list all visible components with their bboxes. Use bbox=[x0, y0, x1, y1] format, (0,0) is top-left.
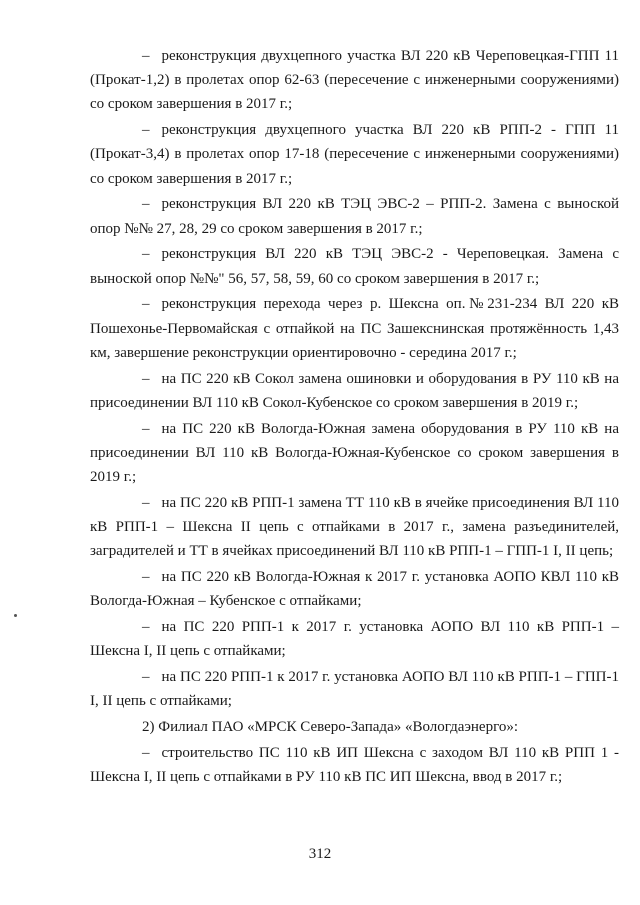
dash-marker: – bbox=[142, 494, 150, 511]
list-item-text: на ПС 220 кВ Сокол замена ошиновки и оборудования в РУ 110 кВ на присоединении ВЛ 110 кВ Сокол-Кубенское со сроком завершения в 2019 г.; bbox=[90, 370, 619, 411]
list-item-text: реконструкция ВЛ 220 кВ ТЭЦ ЭВС-2 – РПП-2. Замена с выноской опор №№ 27, 28, 29 со сроком завершения в 2017 г.; bbox=[90, 196, 619, 237]
dash-marker: – bbox=[142, 122, 150, 139]
list-item bbox=[90, 491, 619, 564]
dash-marker: – bbox=[142, 420, 150, 437]
dash-marker: – bbox=[142, 669, 150, 686]
dash-marker: – bbox=[142, 569, 150, 586]
list-item-text: на ПС 220 кВ РПП-1 замена ТТ 110 кВ в ячейке присоединения ВЛ 110 кВ РПП-1 – Шексна II цепь с отпайками в 2017 г., замена разъединителей, заградителей и ТТ в ячейках присоединений ВЛ 110 кВ РПП-1 – ГПП-1 I, II цепь; bbox=[90, 494, 619, 560]
dash-marker: – bbox=[142, 196, 150, 213]
list-item bbox=[90, 615, 619, 663]
list-item bbox=[90, 417, 619, 490]
section-heading: 2) Филиал ПАО «МРСК Северо-Запада» «Вологдаэнерго»: bbox=[142, 719, 519, 736]
list-item bbox=[90, 242, 619, 290]
list-item bbox=[90, 192, 619, 240]
dash-marker: – bbox=[142, 48, 150, 64]
list-item bbox=[90, 292, 619, 365]
dash-marker: – bbox=[142, 246, 150, 263]
dash-marker: – bbox=[142, 744, 150, 761]
list-item-text: строительство ПС 110 кВ ИП Шексна с заходом ВЛ 110 кВ РПП 1 - Шексна I, II цепь с отпайками в РУ 110 кВ ПС ИП Шексна, ввод в 2017 г.; bbox=[90, 744, 619, 786]
list-item-text: реконструкция двухцепного участка ВЛ 220 кВ РПП-2 - ГПП 11 (Прокат-3,4) в пролетах опор 17-18 (пересечение с инженерными сооружениями) со сроком завершения в 2017 г.; bbox=[90, 122, 619, 187]
list-item-text: реконструкция ВЛ 220 кВ ТЭЦ ЭВС-2 - Череповецкая. Замена с выноской опор №№" 56, 57, 58, 59, 60 со сроком завершения в 2017 г.; bbox=[90, 246, 619, 287]
list-item-text: на ПС 220 РПП-1 к 2017 г. установка АОПО ВЛ 110 кВ РПП-1 – Шексна I, II цепь с отпайками; bbox=[90, 619, 619, 660]
dash-marker: – bbox=[142, 296, 150, 313]
dash-marker: – bbox=[142, 619, 150, 636]
list-item bbox=[90, 565, 619, 613]
list-item bbox=[90, 741, 619, 789]
list-item-text: на ПС 220 РПП-1 к 2017 г. установка АОПО ВЛ 110 кВ РПП-1 – ГПП-1 I, II цепь с отпайками; bbox=[90, 669, 619, 710]
list-item bbox=[90, 367, 619, 415]
list-item-text: на ПС 220 кВ Вологда-Южная замена оборудования в РУ 110 кВ на присоединении ВЛ 110 кВ Вологда-Южная-Кубенское со сроком завершения в 2019 г.; bbox=[90, 420, 619, 486]
list-item bbox=[90, 118, 619, 191]
scan-speck bbox=[14, 614, 17, 617]
page-number: 312 bbox=[308, 846, 332, 862]
dash-marker: – bbox=[142, 370, 150, 387]
list-item bbox=[90, 44, 619, 117]
list-item-text: реконструкция двухцепного участка ВЛ 220 кВ Череповецкая-ГПП 11 (Прокат-1,2) в пролетах опор 62-63 (пересечение с инженерными сооружениями) со сроком завершения в 2017 г.; bbox=[90, 48, 619, 113]
list-item-text: реконструкция перехода через р. Шексна оп.№231-234 ВЛ 220 кВ Пошехонье-Первомайская с отпайкой на ПС Зашекснинская протяжённость 1,43 км, завершение реконструкции ориентировочно - середина 2017 г.; bbox=[90, 296, 619, 361]
list-item-text: на ПС 220 кВ Вологда-Южная к 2017 г. установка АОПО КВЛ 110 кВ Вологда-Южная – Кубенское с отпайками; bbox=[90, 569, 619, 610]
list-item bbox=[90, 665, 619, 713]
document-body bbox=[90, 44, 619, 791]
